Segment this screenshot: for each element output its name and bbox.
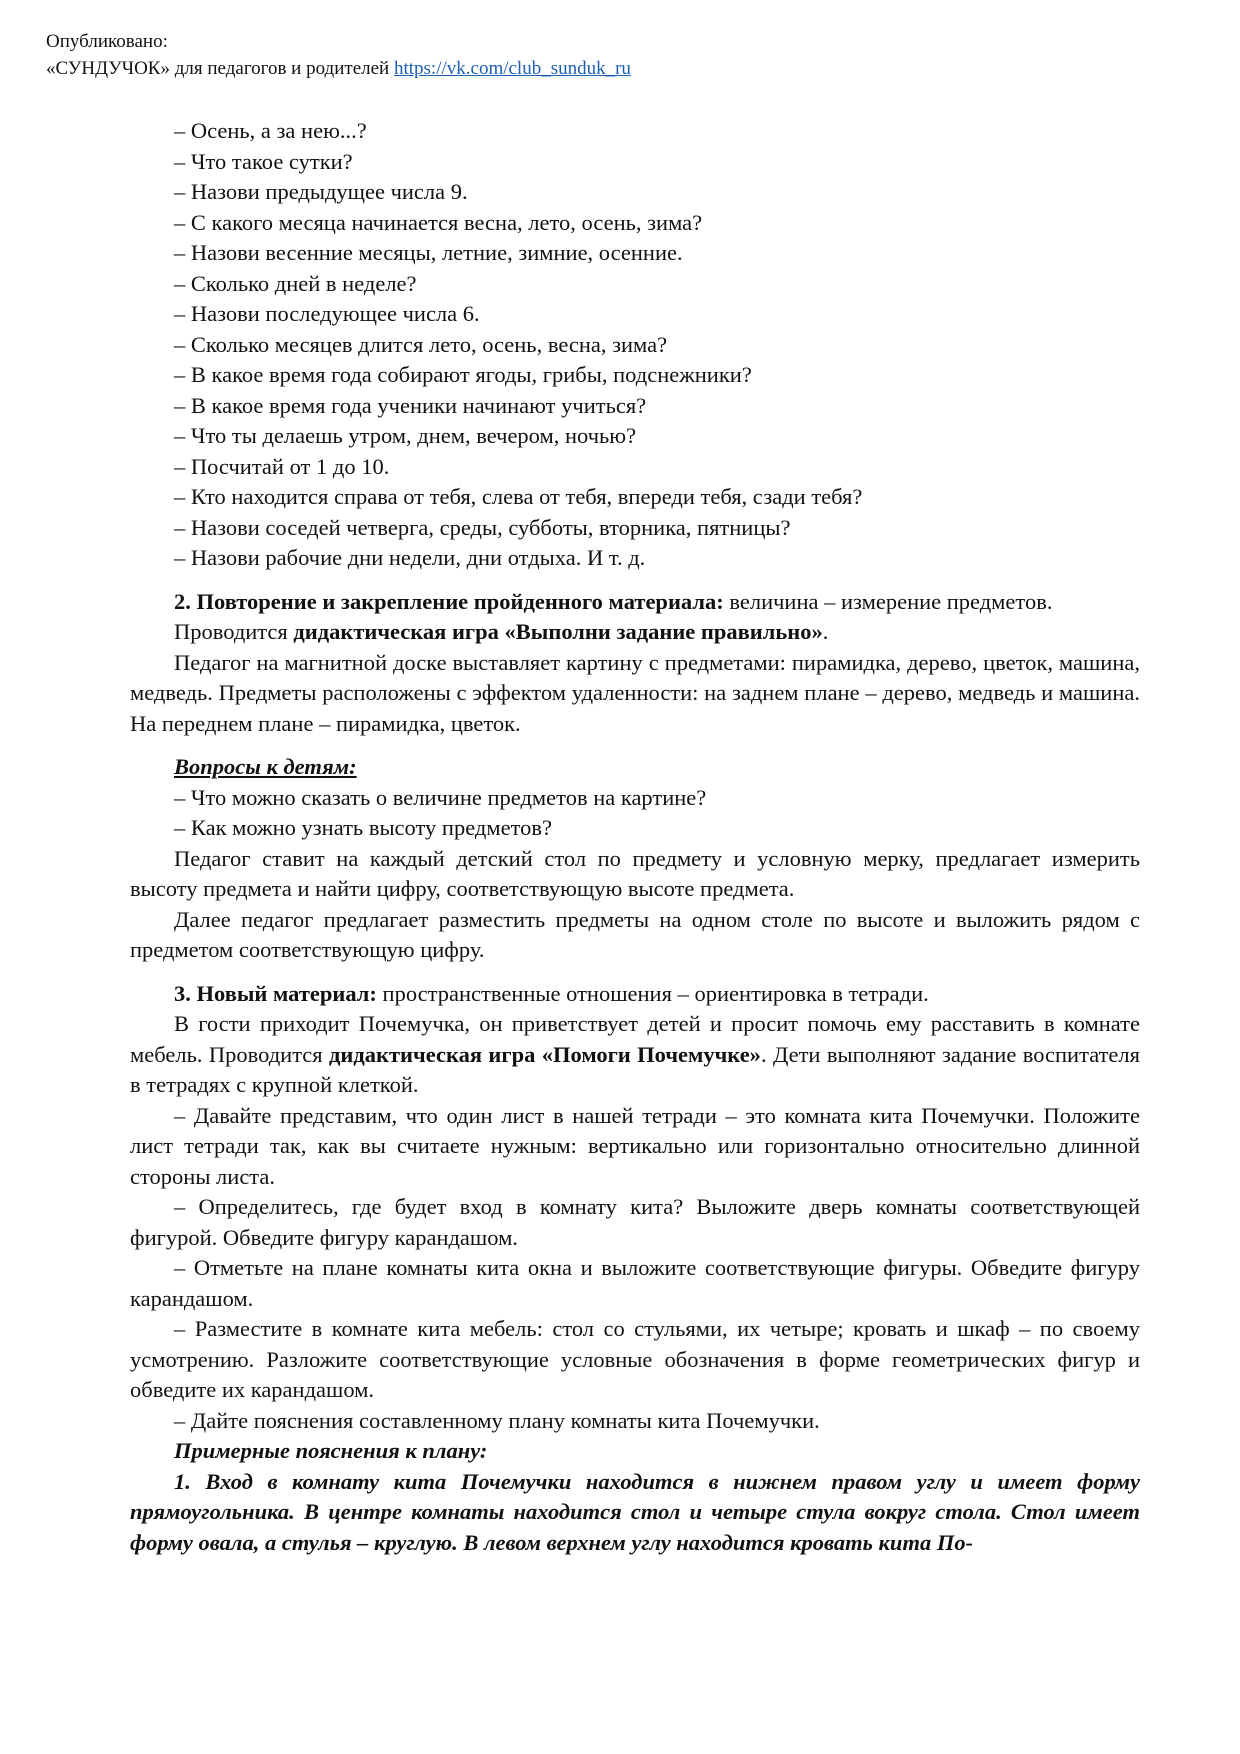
questions-to-children-title: [130, 752, 1140, 783]
section-3-title: 3. Новый материал:: [174, 980, 377, 1006]
questions-list: [130, 116, 1140, 574]
question-item: – В какое время года собирают ягоды, грибы, подснежники?: [174, 362, 752, 387]
question-item: – Назови предыдущее числа 9.: [174, 179, 468, 204]
para1-prefix: В гости приходит Почемучка, он приветствует детей и просит помочь ему расставить в комнате мебель. Проводится: [130, 1011, 1140, 1067]
section-2-paragraph-1: Педагог на магнитной доске выставляет картину с предметами: пирамидка, дерево, цветок, машина, медведь. Предметы расположены с эффектом удаленности: на заднем плане – дерево, медведь и машина. На переднем плане – пирамидка, цветок.: [130, 649, 1140, 736]
question-item: – Назови соседей четверга, среды, субботы, вторника, пятницы?: [174, 514, 791, 540]
section-3-paragraph-6: – Дайте пояснения составленному плану комнаты кита Почемучки.: [174, 1407, 820, 1433]
game-name-2: дидактическая игра «Помоги Почемучке»: [329, 1041, 761, 1067]
game-name: дидактическая игра «Выполни задание правильно»: [293, 619, 823, 644]
question-item: – Назови весенние месяцы, летние, зимние, осенние.: [174, 240, 683, 265]
child-question-2: – Как можно узнать высоту предметов?: [174, 815, 552, 840]
section-2-heading: [130, 587, 1140, 618]
section-3-paragraph-2: – Давайте представим, что один лист в нашей тетради – это комната кита Почемучки. Положите лист тетради так, как вы считаете нужным: вертикально или горизонтально относительно длинной стороны листа.: [130, 1102, 1140, 1189]
explanation-1: 1. Вход в комнату кита Почемучки находится в нижнем правом углу и имеет форму прямоугольника. В центре комнаты находится стол и четыре стула вокруг стола. Стол имеет форму овала, а стулья – круглую. В левом верхнем углу находится кровать кита По-: [130, 1468, 1140, 1555]
published-label: Опубликовано:: [46, 31, 168, 52]
question-item: – Сколько дней в неделе?: [174, 270, 417, 296]
question-item: – Кто находится справа от тебя, слева от тебя, впереди тебя, сзади тебя?: [174, 484, 863, 509]
publication-header: [46, 28, 631, 82]
publisher-name: «СУНДУЧОК» для педагогов и родителей: [46, 58, 394, 79]
game-prefix: Проводится: [174, 619, 294, 644]
section-2-title: 2. Повторение и закрепление пройденного материала:: [174, 588, 724, 614]
question-item: – Осень, а за нею...?: [174, 118, 367, 143]
section-2-subtitle: величина – измерение предметов.: [723, 588, 1053, 614]
section-2-paragraph-3: Далее педагог предлагает разместить предметы на одном столе по высоте и выложить рядом с предметом соответствующую цифру.: [130, 906, 1140, 962]
section-3-paragraph-4: – Отметьте на плане комнаты кита окна и выложите соответствующие фигуры. Обведите фигуру карандашом.: [130, 1255, 1140, 1311]
para1-suffix: . Дети выполняют задание воспитателя в тетрадях с крупной клеткой.: [130, 1041, 1140, 1097]
question-item: – В какое время года ученики начинают учиться?: [174, 392, 647, 418]
child-question-1: – Что можно сказать о величине предметов на картине?: [174, 784, 707, 810]
section-3-paragraph-1: [130, 1009, 1140, 1101]
section-2-paragraph-2: Педагог ставит на каждый детский стол по предмету и условную мерку, предлагает измерить высоту предмета и найти цифру, соответствующую высоте предмета.: [130, 845, 1140, 901]
explanations-title: Примерные пояснения к плану:: [174, 1438, 488, 1463]
questions-title-text: Вопросы к детям:: [174, 754, 357, 779]
vk-link[interactable]: https://vk.com/club_sunduk_ru: [393, 58, 631, 79]
question-item: – Назови последующее числа 6.: [174, 301, 480, 326]
question-item: – С какого месяца начинается весна, лето, осень, зима?: [174, 209, 703, 235]
question-item: – Посчитай от 1 до 10.: [174, 453, 390, 479]
game-suffix: .: [822, 619, 829, 644]
question-item: – Что такое сутки?: [174, 148, 353, 174]
section-3-paragraph-5: – Разместите в комнате кита мебель: стол со стульями, их четыре; кровать и шкаф – по своему усмотрению. Разложите соответствующие условные обозначения в форме геометрических фигур и обведите их карандашом.: [130, 1316, 1140, 1402]
question-item: – Назови рабочие дни недели, дни отдыха. И т. д.: [174, 545, 646, 570]
section-2-game: [130, 617, 1140, 648]
section-3-subtitle: пространственные отношения – ориентировка в тетради.: [376, 980, 929, 1006]
section-3-paragraph-3: – Определитесь, где будет вход в комнату кита? Выложите дверь комнаты соответствующей фигурой. Обведите фигуру карандашом.: [130, 1194, 1140, 1250]
question-item: – Сколько месяцев длится лето, осень, весна, зима?: [174, 331, 668, 357]
publisher-line: [46, 55, 631, 82]
document-page: [130, 116, 1140, 1558]
question-item: – Что ты делаешь утром, днем, вечером, ночью?: [174, 423, 637, 448]
section-3-heading: [130, 979, 1140, 1010]
